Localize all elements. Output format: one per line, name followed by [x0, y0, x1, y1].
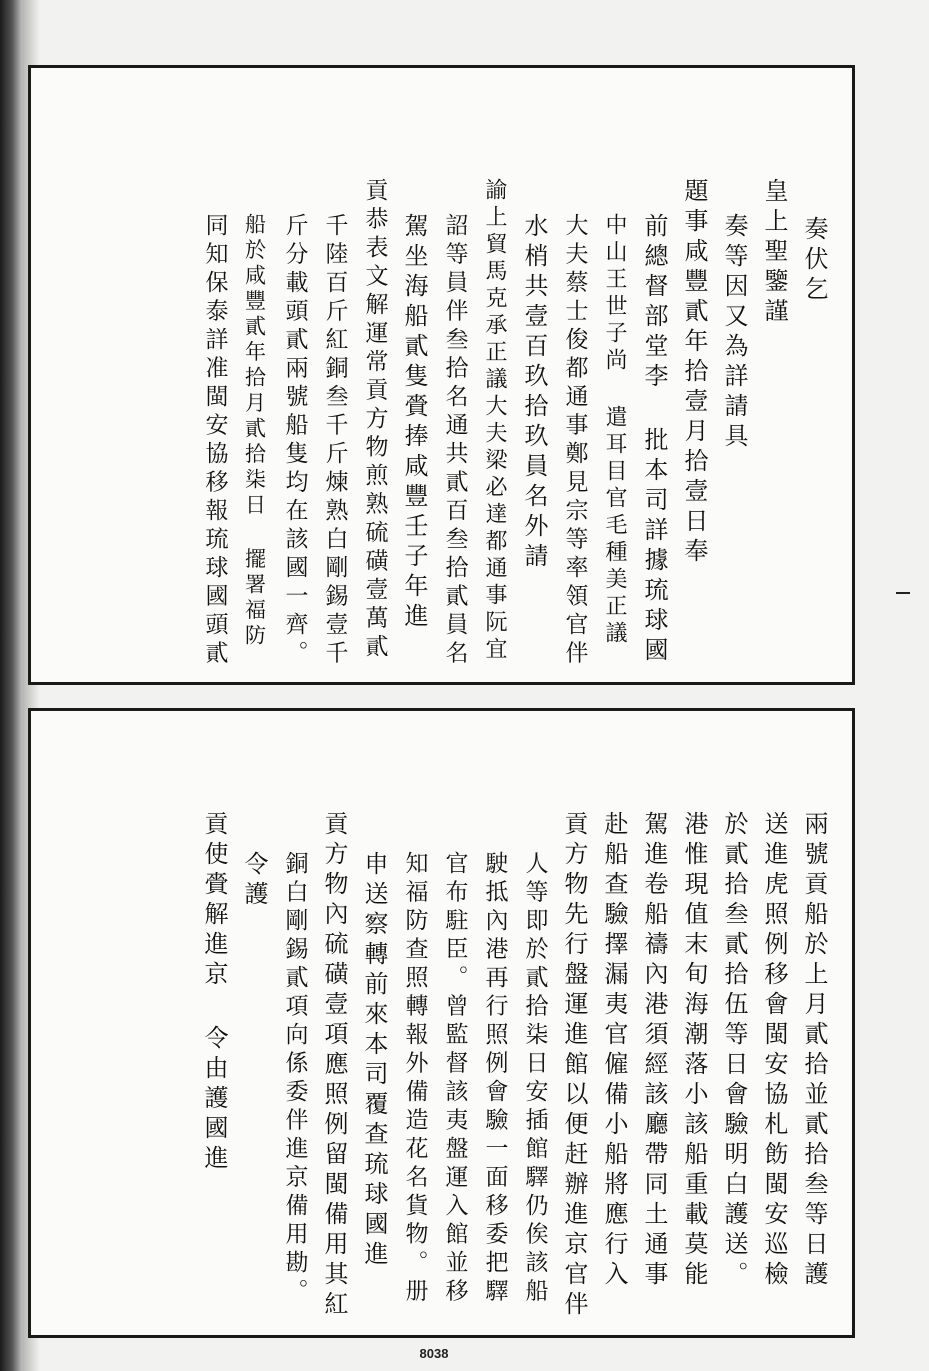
top-text-columns: [194, 68, 834, 682]
text-column: [794, 68, 834, 682]
book-spine: [0, 0, 22, 1371]
column-text: 銅白剛錫貳項向係委伴進京備用勘。: [281, 851, 308, 1307]
text-column: [674, 711, 714, 1335]
column-text: 詔等員伴叁拾名通共貳百叁拾貳員名: [441, 213, 468, 669]
text-column: [394, 68, 434, 682]
text-column: [674, 68, 714, 682]
text-column: [554, 711, 594, 1335]
column-text: 貢使賫解進京 令由護國進: [200, 811, 228, 1175]
text-column: [554, 68, 594, 682]
text-column: [314, 68, 354, 682]
text-column: [754, 711, 794, 1335]
text-column: [474, 711, 514, 1335]
column-text: 千陸百斤紅銅叁千斤煉熟白剛錫壹千: [321, 213, 348, 669]
text-column: [794, 711, 834, 1335]
margin-mark: [896, 592, 910, 594]
column-text: 送進虎照例移會閩安協札飭閩安巡檢: [760, 811, 788, 1291]
column-text: 奏等因又為詳請具: [720, 213, 748, 453]
text-column: [274, 68, 314, 682]
column-text: 申送察轉前來本司覆查琉球國進: [360, 851, 388, 1271]
column-text: 諭上貿馬克承正議大夫梁必達都通事阮宜: [482, 178, 507, 664]
column-text: 奏伏乞: [800, 216, 828, 306]
column-text: 皇上聖鑒謹: [760, 178, 788, 328]
column-text: 駕進卷船禱內港須經該廳帶同土通事: [640, 811, 668, 1291]
text-column: [474, 68, 514, 682]
bottom-document-panel: [28, 708, 855, 1338]
text-column: [274, 711, 314, 1335]
column-text: 港惟現值末旬海潮落小該船重載莫能: [680, 811, 708, 1291]
column-text: 大夫蔡士俊都通事鄭見宗等率領官伴: [561, 213, 588, 669]
text-column: [354, 68, 394, 682]
column-text: 兩號貢船於上月貳拾並貳拾叁等日護: [800, 811, 828, 1291]
column-text: 人等即於貳拾柒日安插館驛仍俟該船: [521, 851, 548, 1307]
top-document-panel: [28, 65, 855, 685]
column-text: 於貳拾叁貳拾伍等日會驗明白護送。: [720, 811, 748, 1291]
column-text: 貢方物內硫磺壹項應照例留閩備用其紅: [320, 811, 348, 1321]
text-column: [514, 68, 554, 682]
text-column: [714, 711, 754, 1335]
text-column: [514, 711, 554, 1335]
text-column: [754, 68, 794, 682]
column-text: 令護: [240, 851, 268, 911]
column-text: 貢恭表文解運常貢方物煎熟硫磺壹萬貳: [361, 178, 388, 663]
bottom-text-columns: [194, 711, 834, 1335]
page-number: 8038: [419, 1346, 449, 1361]
text-column: [434, 68, 474, 682]
text-column: [714, 68, 754, 682]
column-text: 貢方物先行盤運進館以便赶辦進京官伴: [560, 811, 588, 1321]
text-column: [634, 711, 674, 1335]
column-text: 官布駐臣。曾監督該夷盤運入館並移: [441, 851, 468, 1307]
text-column: [634, 68, 674, 682]
text-column: [234, 711, 274, 1335]
column-text: 駛抵內港再行照例會驗一面移委把驛: [481, 851, 508, 1307]
column-text: 前總督部堂李 批本司詳據琉球國: [640, 213, 668, 667]
column-text: 水梢共壹百玖拾玖員名外請: [520, 213, 548, 573]
text-column: [434, 711, 474, 1335]
text-column: [394, 711, 434, 1335]
column-text: 同知保泰詳准閩安協移報琉球國頭貳: [201, 213, 228, 669]
column-text: 斤分載頭貳兩號船隻均在該國一齊。: [281, 213, 308, 669]
text-column: [594, 68, 634, 682]
text-column: [194, 68, 234, 682]
text-column: [314, 711, 354, 1335]
column-text: 題事咸豐貳年拾壹月拾壹日奉: [680, 178, 708, 568]
column-text: 船於咸豐貳年拾月貳拾柒日 擺署福防: [242, 213, 267, 650]
text-column: [234, 68, 274, 682]
column-text: 中山王世子尚 遣耳目官毛種美正議: [602, 213, 627, 648]
column-text: 駕坐海船貳隻賫捧咸豐壬子年進: [400, 213, 428, 633]
column-text: 知福防查照轉報外備造花名貨物。册: [401, 851, 428, 1307]
column-text: 赴船查驗擇漏夷官僱備小船將應行入: [600, 811, 628, 1291]
text-column: [194, 711, 234, 1335]
text-column: [594, 711, 634, 1335]
text-column: [354, 711, 394, 1335]
